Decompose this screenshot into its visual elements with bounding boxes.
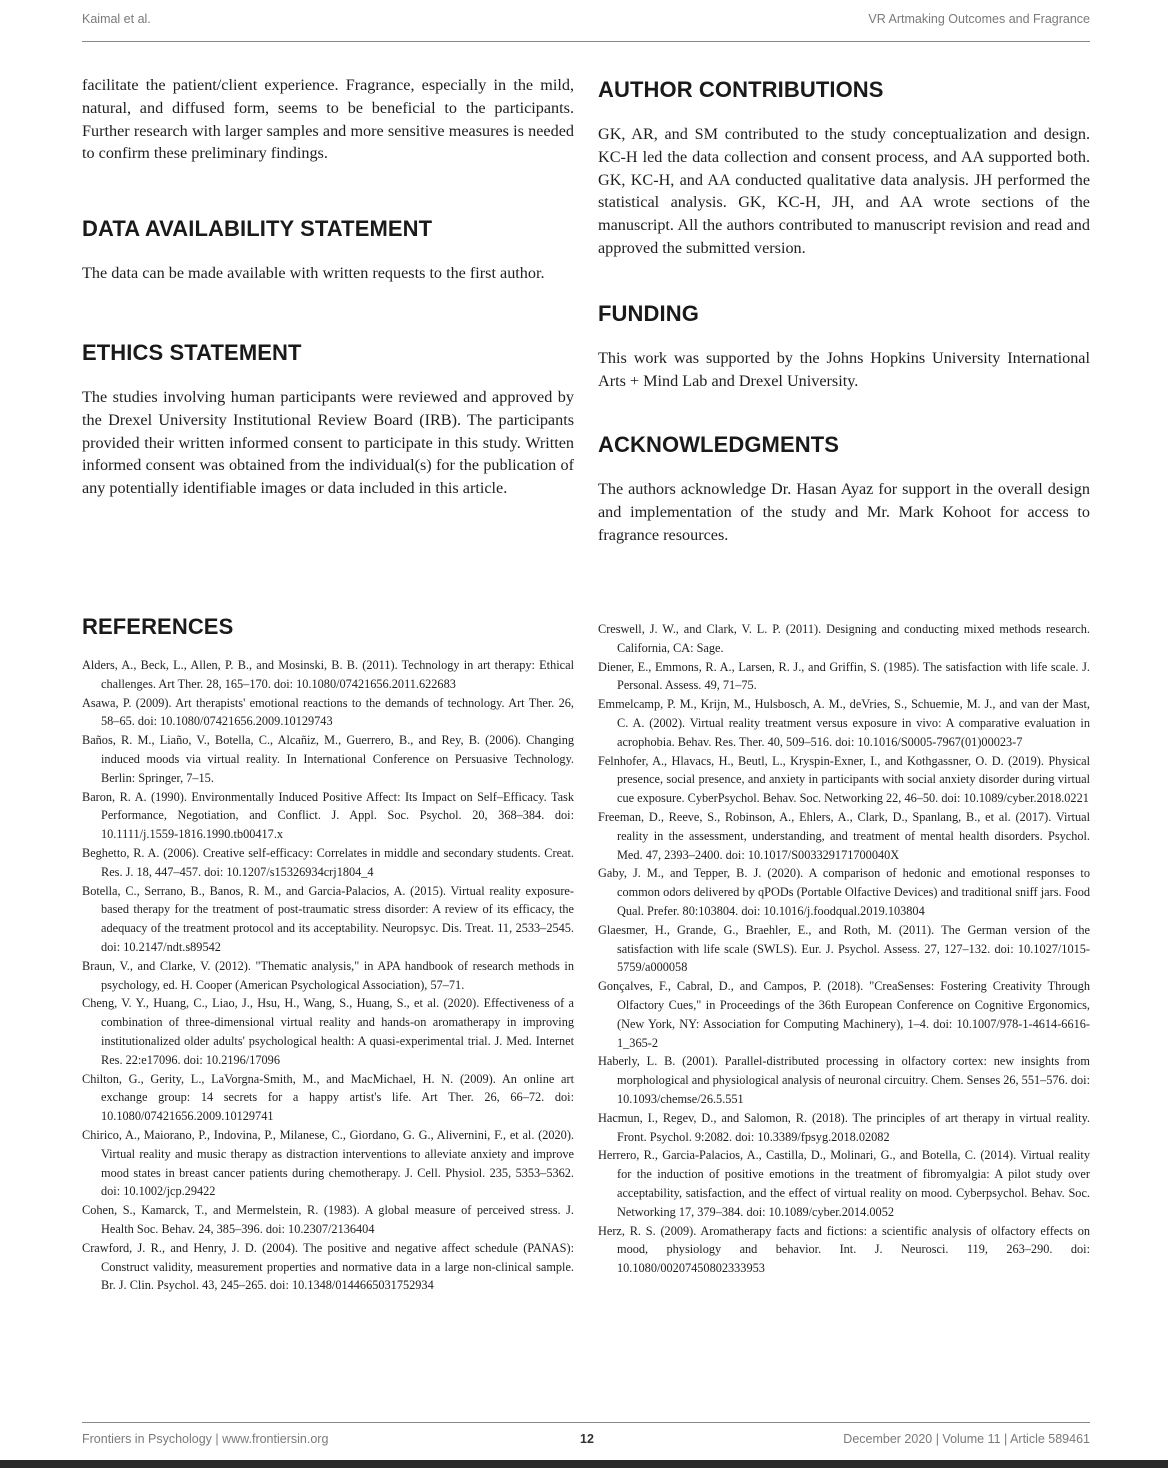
reference-item: Freeman, D., Reeve, S., Robinson, A., Ehlers, A., Clark, D., Spanlang, B., et al. (2017). Virtual reality in the assessment, understanding, and treatment of mental health disorders. Psychol. Med. 47, 2393–2400. doi: 10.1017/S003329171700040X bbox=[598, 809, 1090, 862]
reference-item: Haberly, L. B. (2001). Parallel-distributed processing in olfactory cortex: new insights from morphological and physiological analysis of neuronal circuitry. Chem. Senses 26, 551–576. doi: 10.1093/chemse/26.5.551 bbox=[598, 1054, 1090, 1106]
reference-item: Hacmun, I., Regev, D., and Salomon, R. (2018). The principles of art therapy in virtual reality. Front. Psychol. 9:2082. doi: 10.3389/fpsyg.2018.02082 bbox=[598, 1110, 1090, 1144]
acknowledgments-heading: ACKNOWLEDGMENTS bbox=[598, 432, 840, 458]
data-availability-heading: DATA AVAILABILITY STATEMENT bbox=[82, 216, 433, 242]
reference-item: Baños, R. M., Liaño, V., Botella, C., Alcañiz, M., Guerrero, B., and Rey, B. (2006). Changing induced moods via virtual reality. In International Conference on Persuasive Technology. Berlin: Springer, 7–15. bbox=[82, 733, 574, 785]
author-contributions-heading: AUTHOR CONTRIBUTIONS bbox=[598, 77, 884, 102]
references-right-list bbox=[598, 620, 1090, 1278]
ethics-heading: ETHICS STATEMENT bbox=[82, 339, 302, 365]
reference-item: Chirico, A., Maiorano, P., Indovina, P., Milanese, C., Giordano, G. G., Alivernini, F., et al. (2020). Virtual reality and music therapy as distraction interventions to alleviate anxiety and improve mood states in breast cancer patients during chemotherapy. J. Cell. Physiol. 235, 5353–5362. doi: 10.1002/jcp.29422 bbox=[82, 1127, 574, 1199]
running-head-authors: Kaimal et al. bbox=[82, 12, 151, 26]
footer-divider bbox=[82, 1422, 1090, 1423]
page-footer bbox=[82, 1432, 1090, 1452]
reference-item: Braun, V., and Clarke, V. (2012). "Thematic analysis," in APA handbook of research methods in psychology, ed. H. Cooper (American Psychological Association), 57–71. bbox=[82, 958, 574, 992]
reference-item: Asawa, P. (2009). Art therapists' emotional reactions to the demands of technology. Art Ther. 26, 58–65. doi: 10.1080/07421656.2009.10129743 bbox=[82, 695, 574, 729]
funding-heading: FUNDING bbox=[598, 300, 699, 326]
data-availability-text: The data can be made available with written requests to the first author. bbox=[82, 264, 545, 283]
reference-item: Felnhofer, A., Hlavacs, H., Beutl, L., Kryspin-Exner, I., and Kothgassner, O. D. (2019). Physical presence, social presence, and anxiety in participants with social anxiety disorder during virtual cue exposure. CyberPsychol. Behav. Soc. Networking 22, 46–50. doi: 10.1089/cyber.2018.0221 bbox=[598, 753, 1090, 806]
reference-item: Cheng, V. Y., Huang, C., Liao, J., Hsu, H., Wang, S., Huang, S., et al. (2020). Effectiveness of a combination of three-dimensional virtual reality and hands-on aromatherapy in improving institutionalized older adults' psychological health: A quasi-experimental trial. J. Med. Internet Res. 22:e17096. doi: 10.2196/17096 bbox=[82, 996, 574, 1067]
reference-item: Cohen, S., Kamarck, T., and Mermelstein, R. (1983). A global measure of perceived stress. J. Health Soc. Behav. 24, 385–396. doi: 10.2307/2136404 bbox=[82, 1203, 574, 1236]
reference-item: Herrero, R., Garcia-Palacios, A., Castilla, D., Molinari, G., and Botella, C. (2014). Virtual reality for the induction of positive emotions in the treatment of fibromyalgia: A pilot study over acceptability, satisfaction, and the effect of virtual reality on mood. Cyberpsychol. Behav. Soc. Networking 17, 379–384. doi: 10.1089/cyber.2014.0052 bbox=[598, 1148, 1090, 1219]
reference-item: Beghetto, R. A. (2006). Creative self-efficacy: Correlates in middle and secondary students. Creat. Res. J. 18, 447–457. doi: 10.1207/s15326934crj1804_4 bbox=[82, 845, 574, 879]
left-column bbox=[82, 74, 574, 500]
acknowledgments-text: The authors acknowledge Dr. Hasan Ayaz for support in the overall design and implementation of the study and Mr. Mark Kohoot for access to fragrance resources. bbox=[598, 480, 1090, 544]
page-edge-shadow bbox=[0, 1460, 1168, 1468]
running-head bbox=[82, 12, 1090, 34]
reference-item: Crawford, J. R., and Henry, J. D. (2004). The positive and negative affect schedule (PANAS): Construct validity, measurement properties and normative data in a large non-clinical sample. Br. J. Clin. Psychol. 43, 245–265. doi: 10.1348/0144665031752934 bbox=[82, 1240, 574, 1293]
reference-item: Diener, E., Emmons, R. A., Larsen, R. J., and Griffin, S. (1985). The satisfaction with life scale. J. Personal. Assess. 49, 71–75. bbox=[598, 659, 1090, 693]
references-heading: REFERENCES bbox=[82, 614, 234, 639]
footer-journal: Frontiers in Psychology | www.frontiersin.org bbox=[82, 1432, 329, 1446]
reference-item: Baron, R. A. (1990). Environmentally Induced Positive Affect: Its Impact on Self–Efficacy. Task Performance, Negotiation, and Conflict. J. Appl. Soc. Psychol. 20, 368–384. doi: 10.1111/j.1559-1816.1990.tb00417.x bbox=[82, 789, 574, 842]
reference-item: Herz, R. S. (2009). Aromatherapy facts and fictions: a scientific analysis of olfactory effects on mood, physiology and behavior. Int. J. Neurosci. 119, 263–290. doi: 10.1080/00207450802333953 bbox=[598, 1223, 1090, 1276]
reference-item: Gaby, J. M., and Tepper, B. J. (2020). A comparison of hedonic and emotional responses to common odors delivered by qPODs (Portable Olfactive Devices) and traditional sniff jars. Food Qual. Prefer. 80:103804. doi: 10.1016/j.foodqual.2019.103804 bbox=[598, 866, 1090, 918]
intro-paragraph: facilitate the patient/client experience. Fragrance, especially in the mild, natural, and diffused form, seems to be beneficial to the participants. Further research with larger samples and more sensitive measures is needed to confirm these preliminary findings. bbox=[82, 76, 574, 163]
reference-item: Glaesmer, H., Grande, G., Braehler, E., and Roth, M. (2011). The German version of the satisfaction with life scale (SWLS). Eur. J. Psychol. Assess. 27, 127–132. doi: 10.1027/1015-5759/a000058 bbox=[598, 922, 1090, 975]
author-contributions-text: GK, AR, and SM contributed to the study conceptualization and design. KC-H led the data collection and consent process, and AA supported both. GK, KC-H, and AA conducted qualitative data analysis. JH performed the statistical analysis. GK, KC-H, JH, and AA wrote sections of the manuscript. All the authors contributed to manuscript revision and read and approved the submitted version. bbox=[598, 125, 1090, 257]
reference-item: Gonçalves, F., Cabral, D., and Campos, P. (2018). "CreaSenses: Fostering Creativity Through Olfactory Cues," in Proceedings of the 36th European Conference on Cognitive Ergonomics, (New York, NY: Association for Computing Machinery), 1–4. doi: 10.1007/978-1-4614-6616-1_365-2 bbox=[598, 979, 1090, 1050]
reference-item: Botella, C., Serrano, B., Banos, R. M., and Garcia-Palacios, A. (2015). Virtual reality exposure-based therapy for the treatment of post-traumatic stress disorder: A review of its efficacy, the adequacy of the treatment protocol and its acceptability. Neuropsyc. Dis. Treat. 11, 2533–2545. doi: 10.2147/ndt.s89542 bbox=[82, 883, 574, 954]
footer-issue: December 2020 | Volume 11 | Article 589461 bbox=[843, 1432, 1090, 1446]
running-head-title: VR Artmaking Outcomes and Fragrance bbox=[868, 12, 1090, 26]
reference-item: Creswell, J. W., and Clark, V. L. P. (2011). Designing and conducting mixed methods research. California, CA: Sage. bbox=[598, 622, 1090, 655]
reference-item: Emmelcamp, P. M., Krijn, M., Hulsbosch, A. M., deVries, S., Schuemie, M. J., and van der Mast, C. A. (2002). Virtual reality treatment versus exposure in vivo: A comparative evaluation in acrophobia. Behav. Res. Ther. 40, 509–516. doi: 10.1016/S0005-7967(01)00023-7 bbox=[598, 697, 1090, 749]
page-number: 12 bbox=[580, 1432, 594, 1446]
ethics-text: The studies involving human participants were reviewed and approved by the Drexel University Institutional Review Board (IRB). The participants provided their written informed consent to participate in this study. Written informed consent was obtained from the individual(s) for the publication of any potentially identifiable images or data included in this article. bbox=[82, 387, 574, 498]
reference-item: Alders, A., Beck, L., Allen, P. B., and Mosinski, B. B. (2011). Technology in art therapy: Ethical challenges. Art Ther. 28, 165–170. doi: 10.1080/07421656.2011.622683 bbox=[82, 658, 574, 691]
funding-text: This work was supported by the Johns Hopkins University International Arts + Mind Lab and Drexel University. bbox=[598, 348, 1090, 390]
reference-item: Chilton, G., Gerity, L., LaVorgna-Smith, M., and MacMichael, H. N. (2009). An online art exchange group: 14 secrets for a happy artist's life. Art Ther. 26, 66–72. doi: 10.1080/07421656.2009.10129741 bbox=[82, 1071, 574, 1124]
header-divider bbox=[82, 41, 1090, 42]
right-column bbox=[598, 74, 1090, 547]
references-left-list bbox=[82, 656, 574, 1295]
